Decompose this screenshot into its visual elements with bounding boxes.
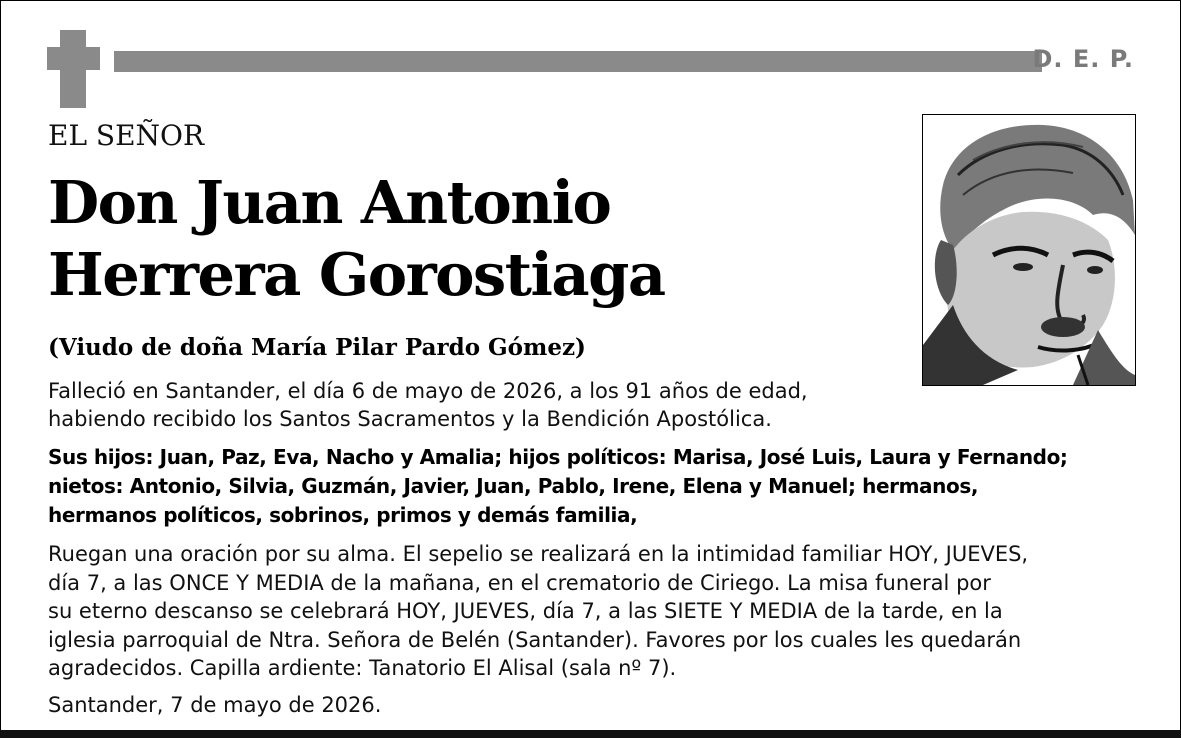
death-paragraph bbox=[48, 377, 808, 433]
family-paragraph bbox=[48, 443, 1068, 530]
service-line: Ruegan una oración por su alma. El sepelio se realizará en la intimidad familiar HOY, JUEVES, bbox=[48, 542, 1029, 566]
service-paragraph bbox=[48, 540, 1028, 683]
widower-line: (Viudo de doña María Pilar Pardo Gómez) bbox=[48, 334, 586, 361]
service-line: día 7, a las ONCE Y MEDIA de la mañana, en el crematorio de Ciriego. La misa funeral por bbox=[48, 570, 991, 595]
portrait-image bbox=[923, 115, 1135, 385]
service-line: agradecidos. Capilla ardiente: Tanatorio El Alisal (sala nº 7). bbox=[48, 656, 677, 680]
header-rule bbox=[114, 51, 1042, 72]
place-date: Santander, 7 de mayo de 2026. bbox=[48, 693, 382, 717]
death-line: Falleció en Santander, el día 6 de mayo de 2026, a los 91 años de edad, bbox=[48, 379, 808, 403]
name-line-1: Don Juan Antonio bbox=[48, 168, 611, 237]
deceased-name bbox=[48, 167, 665, 311]
honorific: EL SEÑOR bbox=[48, 119, 205, 152]
family-line: nietos: Antonio, Silvia, Guzmán, Javier, Juan, Pablo, Irene, Elena y Manuel; hermanos, bbox=[48, 474, 979, 498]
bottom-rule bbox=[0, 730, 1181, 738]
death-line: habiendo recibido los Santos Sacramentos y la Bendición Apostólica. bbox=[48, 407, 772, 431]
cross-horizontal-bar bbox=[47, 47, 100, 70]
dep-label: D. E. P. bbox=[1032, 45, 1134, 73]
family-line: Sus hijos: Juan, Paz, Eva, Nacho y Amalia; hijos políticos: Marisa, José Luis, Laura y Fernando; bbox=[48, 445, 1068, 469]
portrait-photo bbox=[922, 114, 1136, 386]
family-line: hermanos políticos, sobrinos, primos y demás familia, bbox=[48, 503, 638, 527]
name-line-2: Herrera Gorostiaga bbox=[48, 240, 665, 309]
service-line: su eterno descanso se celebrará HOY, JUEVES, día 7, a las SIETE Y MEDIA de la tarde, en la bbox=[48, 599, 1003, 623]
service-line: iglesia parroquial de Ntra. Señora de Belén (Santander). Favores por los cuales les quedarán bbox=[48, 627, 1022, 652]
